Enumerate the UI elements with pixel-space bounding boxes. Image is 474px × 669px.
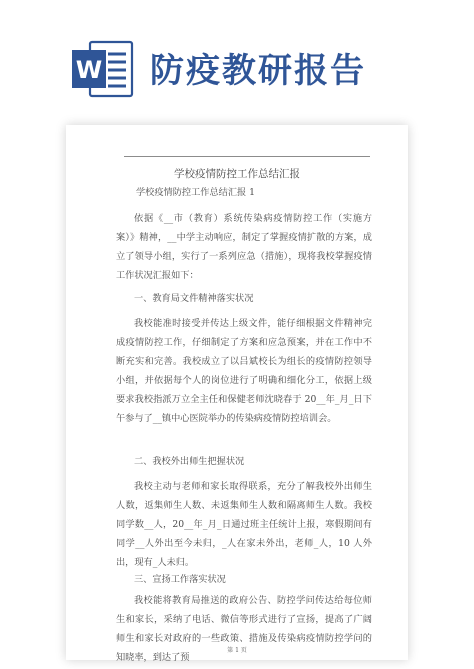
header-rule	[124, 156, 370, 157]
document-title: 学校疫情防控工作总结汇报	[174, 168, 300, 180]
section3-heading: 三、宣扬工作落实状况	[134, 574, 226, 585]
section3-paragraph: 我校能将教育局推送的政府公告、防控学问传达给每位师生和家长，采纳了电话、微信等形式进行了宣扬，提高了广阔师生和家长对政府的一些政策、措施及传染病疫情防控学问的知晓率，到达了预	[116, 595, 372, 663]
document-page	[66, 125, 408, 663]
section2-paragraph: 我校主动与老师和家长取得联系，充分了解我校外出师生人数，返集师生人数、未返集师生人数和隔离师生人数。我校同学数__人，20__年_月_日通过班主任统计上报，寒假期间有同学__人外出至今未归，_人在家未外出，老师_人，10 人外出，现有_人未归。	[116, 481, 372, 568]
section1-paragraph: 我校能准时接受并传达上级文件，能仔细根据文件精神完成疫情防控工作，仔细制定了方案和应急预案，并在工作中不断充实和完善。我校成立了以吕斌校长为组长的疫情防控领导小组，并依据每个人的岗位进行了明确和细化分工，依据上级要求我校指派万立全主任和保健老师沈晓春于 20__年_月_日下午参与了__镇中心医院举办的传染病疫情防控培训会。	[116, 318, 372, 424]
word-icon-letter: W	[75, 56, 103, 84]
banner-title: 防疫教研报告	[150, 51, 366, 91]
word-document-icon	[72, 40, 134, 98]
document-subtitle: 学校疫情防控工作总结汇报 1	[136, 187, 256, 198]
section2-heading: 二、我校外出师生把握状况	[134, 456, 245, 467]
intro-paragraph: 依据《__市（教育）系统传染病疫情防控工作（实施方案）》精神，__中学主动响应，制定了掌握疫情扩散的方案，成立了领导小组，实行了一系列应急（措施），现将我校掌握疫情工作状况汇报如下：	[116, 213, 372, 281]
page-footer: 第 1 页	[227, 647, 247, 654]
header-banner	[0, 0, 474, 110]
section1-heading: 一、教育局文件精神落实状况	[134, 293, 254, 304]
